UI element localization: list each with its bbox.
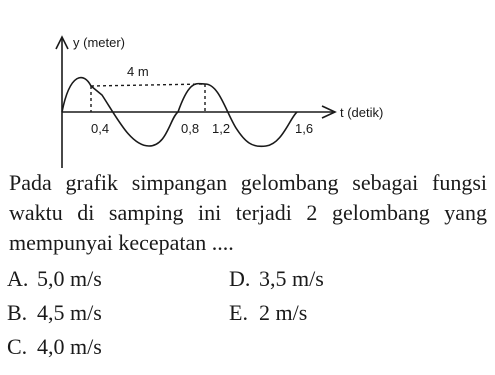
option-value: 2 m/s: [259, 300, 308, 325]
option-value: 5,0 m/s: [37, 266, 102, 291]
y-axis-label: y (meter): [73, 35, 125, 50]
option-b[interactable]: [7, 299, 102, 327]
option-c[interactable]: [7, 333, 102, 361]
option-letter: A.: [7, 266, 29, 291]
option-a[interactable]: [7, 265, 102, 293]
tick-label: 1,6: [295, 121, 314, 136]
option-letter: B.: [7, 300, 28, 325]
option-value: 3,5 m/s: [259, 266, 324, 291]
option-e[interactable]: [229, 299, 307, 327]
wave-graph: [0, 0, 495, 175]
option-letter: C.: [7, 334, 28, 359]
tick-label: 1,2: [212, 121, 231, 136]
tick-label: 0,4: [91, 121, 110, 136]
distance-marker-line: [91, 84, 205, 86]
distance-label: 4 m: [127, 64, 149, 79]
t-axis-label: t (detik): [340, 105, 384, 120]
option-value: 4,5 m/s: [37, 300, 102, 325]
tick-label: 0,8: [181, 121, 200, 136]
option-letter: D.: [229, 266, 251, 291]
option-value: 4,0 m/s: [37, 334, 102, 359]
option-d[interactable]: [229, 265, 324, 293]
question-text: Pada grafik simpangan gelombang sebagai fungsi waktu di samping ini terjadi 2 gelombang yang mempunyai kecepatan ....: [9, 170, 487, 255]
option-letter: E.: [229, 300, 248, 325]
